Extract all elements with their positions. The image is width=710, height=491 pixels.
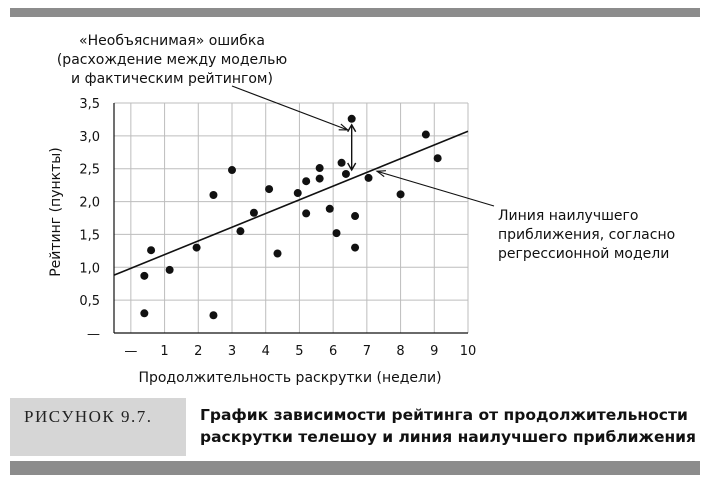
annotation-fit-arrow	[377, 171, 494, 206]
x-tick-label: 10	[459, 344, 477, 359]
x-tick-label: 2	[194, 344, 203, 359]
annotation-error-line: и фактическим рейтингом)	[71, 71, 273, 87]
x-tick-label: 1	[160, 344, 169, 359]
x-tick-label: 5	[295, 344, 304, 359]
y-axis-label: Рейтинг (пункты)	[48, 147, 64, 277]
caption-line: График зависимости рейтинга от продолжительности	[200, 406, 688, 424]
data-point	[342, 170, 350, 178]
x-tick-label: 7	[362, 344, 371, 359]
x-tick-label: 3	[227, 344, 237, 359]
figure-caption	[200, 404, 696, 448]
data-point	[348, 115, 356, 123]
x-tick-label: 9	[430, 344, 439, 359]
annotation-fit-line: Линия наилучшего	[498, 208, 639, 224]
annotation-error-line: (расхождение между моделью	[56, 52, 288, 68]
y-tick-label: 2,5	[79, 162, 100, 178]
data-point	[228, 166, 236, 174]
data-point	[316, 164, 324, 172]
data-point	[302, 177, 310, 185]
data-point	[302, 209, 310, 217]
axes-layer	[114, 103, 468, 333]
data-point	[326, 205, 334, 213]
x-tick-label: 8	[396, 344, 405, 359]
y-tick-label: 1,5	[79, 228, 100, 244]
x-axis-label: Продолжительность раскрутки (недели)	[138, 370, 442, 386]
data-point	[422, 131, 430, 139]
data-point	[236, 227, 244, 235]
data-point	[140, 272, 148, 280]
data-point	[333, 229, 341, 237]
y-tick-label: 0,5	[79, 294, 100, 310]
data-point	[397, 190, 405, 198]
data-point	[316, 175, 324, 183]
data-point	[140, 309, 148, 317]
data-points-layer	[140, 115, 441, 319]
annotations-layer	[57, 33, 675, 262]
y-tick-label: 3,5	[79, 97, 100, 112]
data-point	[365, 174, 373, 182]
data-point	[209, 311, 217, 319]
annotation-error-line: «Необъяснимая» ошибка	[79, 33, 265, 49]
data-point	[274, 249, 282, 257]
x-tick-label: —	[124, 344, 138, 359]
figure-number: РИСУНОК 9.7.	[24, 407, 153, 426]
y-tick-label: 3,0	[79, 129, 100, 145]
x-tick-label: 4	[261, 344, 270, 359]
grid-layer	[114, 103, 468, 333]
data-point	[147, 246, 155, 254]
data-point	[434, 154, 442, 162]
y-tick-label: —	[87, 327, 100, 342]
data-point	[294, 189, 302, 197]
data-point	[209, 191, 217, 199]
data-point	[250, 209, 258, 217]
data-point	[351, 244, 359, 252]
x-tick-label: 6	[329, 344, 338, 359]
annotation-fit-line: регрессионной модели	[498, 246, 670, 262]
regression-line	[114, 131, 468, 275]
y-tick-label: 1,0	[79, 261, 100, 277]
data-point	[193, 244, 201, 252]
bottom-decor-bar	[10, 461, 700, 475]
data-point	[166, 266, 174, 274]
data-point	[351, 212, 359, 220]
caption-line: раскрутки телешоу и линия наилучшего приближения	[200, 428, 696, 446]
annotation-error-arrow	[232, 86, 348, 130]
data-point	[338, 159, 346, 167]
y-tick-label: 2,0	[79, 195, 100, 211]
data-point	[265, 185, 273, 193]
annotation-fit-line: приближения, согласно	[498, 227, 676, 243]
residual-marker	[348, 125, 356, 170]
